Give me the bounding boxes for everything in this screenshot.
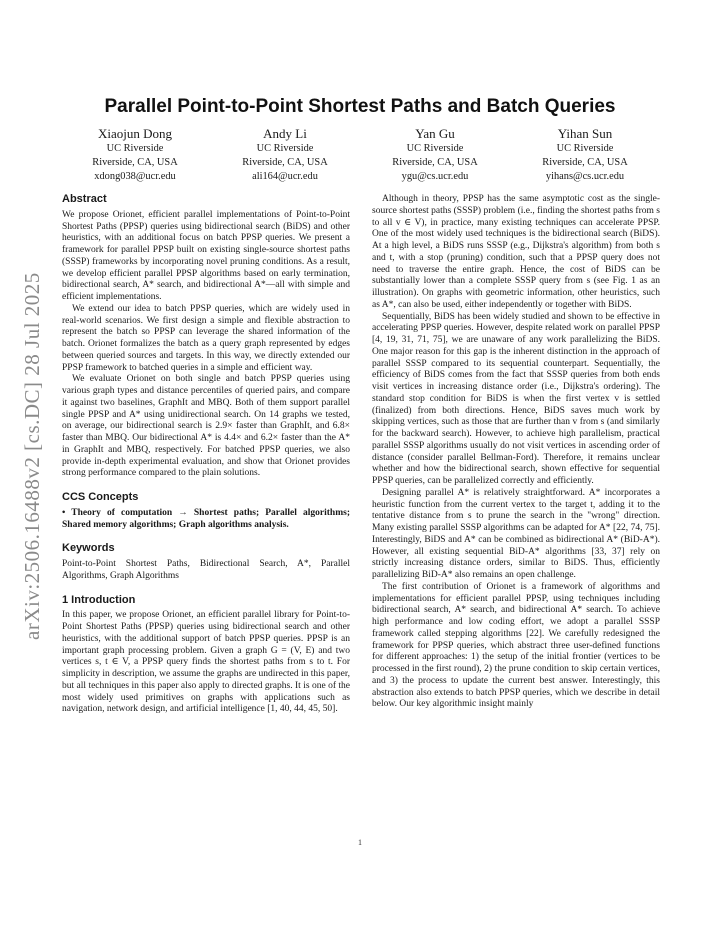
arxiv-identifier: arXiv:2506.16488v2 [cs.DC] 28 Jul 2025 [20,272,44,640]
keywords-text: Point-to-Point Shortest Paths, Bidirectional Search, A*, Parallel Algorithms, Graph Algorithms [62,559,350,581]
author-location: Riverside, CA, USA [242,157,328,168]
author-affiliation: UC Riverside [256,143,314,154]
author-email: xdong038@ucr.edu [94,171,176,182]
right-column [372,194,660,711]
author-affiliation: UC Riverside [106,143,164,154]
author-name: Yihan Sun [557,126,613,141]
author-location: Riverside, CA, USA [542,157,628,168]
intro-paragraph: In this paper, we propose Orionet, an efficient parallel library for Point-to-Point Shortest Paths (PPSP) queries using bidirectional search and other heuristics, with the additional support of batch PPSP queries. PPSP is an important graph processing problem. Given a graph G = (V, E) and two vertices s, t ∈ V, a PPSP query finds the shortest paths from s to t. For simplicity in description, we assume the graphs are undirected in this paper, but all techniques in this paper also apply to directed graphs. It is one of the most widely used primitives on graphs with applications such as navigation, network design, and artificial intelligence [1, 40, 44, 45, 50]. [62,610,350,715]
body-paragraph: Sequentially, BiDS has been widely studied and shown to be effective in accelerating PPSP queries. However, despite related work on parallel PPSP [4, 19, 31, 71, 75], we are unaware of any work parallelizing the BiDS. One major reason for this gap is the inherent distinction in the approach of parallel SSSP compared to its sequential counterpart. Sequentially, the efficiency of BiDS comes from the fact that SSSP queries from both ends visit vertices in increasing distance order (i.e., Dijkstra's ordering). The standard stop condition for BiDS is when the first vertex v is settled (finalized) from both directions. Hence, BiDS saves much work by skipping vertices, such as those that are further than v from s (and similarly for the backward search). However, to achieve high parallelism, practical parallel SSSP algorithms usually do not visit vertices in ascending order of distance (consider parallel Bellman-Ford). Therefore, it remains unclear whether and how the bidirectional search, shown effective for sequential PPSP queries, can be parallelized correctly and efficiently. [372,311,660,486]
author-4 [510,126,660,184]
author-name: Yan Gu [415,126,455,141]
author-1 [60,126,210,184]
ccs-concepts: • Theory of computation → Shortest paths; Parallel algorithms; Shared memory algorithms; Graph algorithms analysis. [62,507,350,530]
keywords-heading: Keywords [62,542,115,555]
author-email: ygu@cs.ucr.edu [401,171,469,182]
body-paragraph: The first contribution of Orionet is a framework of algorithms and implementations for efficient parallel PPSP, using techniques including bidirectional search, A* search, and bidirectional A* search. To achieve high performance and low coding effort, we adopt a parallel SSSP framework called stepping algorithms [22]. We carefully redesigned the framework for PPSP queries, which abstract three user-defined functions for different approaches: 1) the setup of the initial frontier (vertices to be processed in the first round), 2) the prune condition to skip certain vertices, and 3) the process to update the current best answer. Interestingly, this abstraction also extends to batch PPSP queries, which we describe in detail below. Our key algorithmic insight mainly [372,581,660,710]
author-name: Xiaojun Dong [97,126,173,141]
author-3 [360,126,510,184]
author-email: ali164@ucr.edu [252,171,318,182]
abstract-paragraph: We extend our idea to batch PPSP queries, which are widely used in real-world scenarios. We first design a simple and flexible abstraction to represent the batch so PPSP can leverage the shared information of the batch. Orionet formalizes the batch as a query graph represented by edges between queried sources and targets. In this way, we directly extended our PPSP framework to batched queries in a simple and efficient way. [62,303,350,373]
author-location: Riverside, CA, USA [92,157,178,168]
page-number: 1 [358,838,362,847]
body-paragraph: Although in theory, PPSP has the same asymptotic cost as the single-source shortest paths (SSSP) problem (i.e., finding the shortest paths from s to all v ∈ V), in practice, many existing techniques can accelerate PPSP. One of the most widely used techniques is the bidirectional search (BiDS). At a high level, a BiDS runs SSSP (e.g., Dijkstra's algorithm) from both s and t, with a stop (pruning) condition, such that a PPSP query does not need to traverse the entire graph. Hence, the cost of BiDS can be substantially lower than a complete SSSP query from s (see Fig. 1 as an illustration). On graphs with geometric information, other heuristics, such as A*, can also be used, either independently or together with BiDS. [372,194,660,310]
author-affiliation: UC Riverside [556,143,614,154]
intro-heading: 1 Introduction [62,593,136,606]
abstract-heading: Abstract [62,193,107,205]
author-2 [210,126,360,184]
body-paragraph: Designing parallel A* is relatively straightforward. A* incorporates a heuristic function from the current vertex to the target t, adding it to the tentative distance from s to prune the search in the "wrong" direction. Many existing parallel SSSP algorithms can be adapted for A* [22, 74, 75]. Interestingly, BiDS and A* can be combined as bidirectional A* (BiD-A*). However, all existing sequential BiD-A* algorithms [33, 37] rely on strictly increasing distance orders, similar to BiDS. Thus, efficiently parallelizing BiD-A* also remains an open challenge. [372,487,660,580]
author-name: Andy Li [263,126,307,141]
abstract-paragraph: We propose Orionet, efficient parallel implementations of Point-to-Point Shortest Paths (PPSP) queries using bidirectional search (BiDS) and other heuristics, with an additional focus on batch PPSP queries. We present a framework for parallel PPSP built on existing single-source shortest paths (SSSP) frameworks by incorporating novel pruning conditions. As a result, we develop efficient parallel PPSP algorithms based on early termination, bidirectional search, A* search, and bidirectional A*—all with simple and efficient implementations. [62,209,350,302]
author-affiliation: UC Riverside [406,143,464,154]
author-email: yihans@cs.ucr.edu [545,171,625,182]
abstract-paragraph: We evaluate Orionet on both single and batch PPSP queries using various graph types and distance percentiles of queried pairs, and compare it against two baselines, GraphIt and MBQ. Both of them support parallel single PPSP and A* using unidirectional search. On 14 graphs we tested, on average, our bidirectional search is 2.9× faster than GraphIt, and 6.8× faster than MBQ. Our bidirectional A* is 4.4× and 6.2× faster than the A* in GraphIt and MBQ, respectively. For batched PPSP queries, we also provide in-depth experimental evaluation, and show that Orionet provides strong performance compared to the plain solutions. [62,374,350,479]
paper-title: Parallel Point-to-Point Shortest Paths and Batch Queries [104,96,616,117]
author-location: Riverside, CA, USA [392,157,478,168]
ccs-heading: CCS Concepts [62,491,139,503]
left-column [62,194,350,716]
author-block [60,126,660,184]
